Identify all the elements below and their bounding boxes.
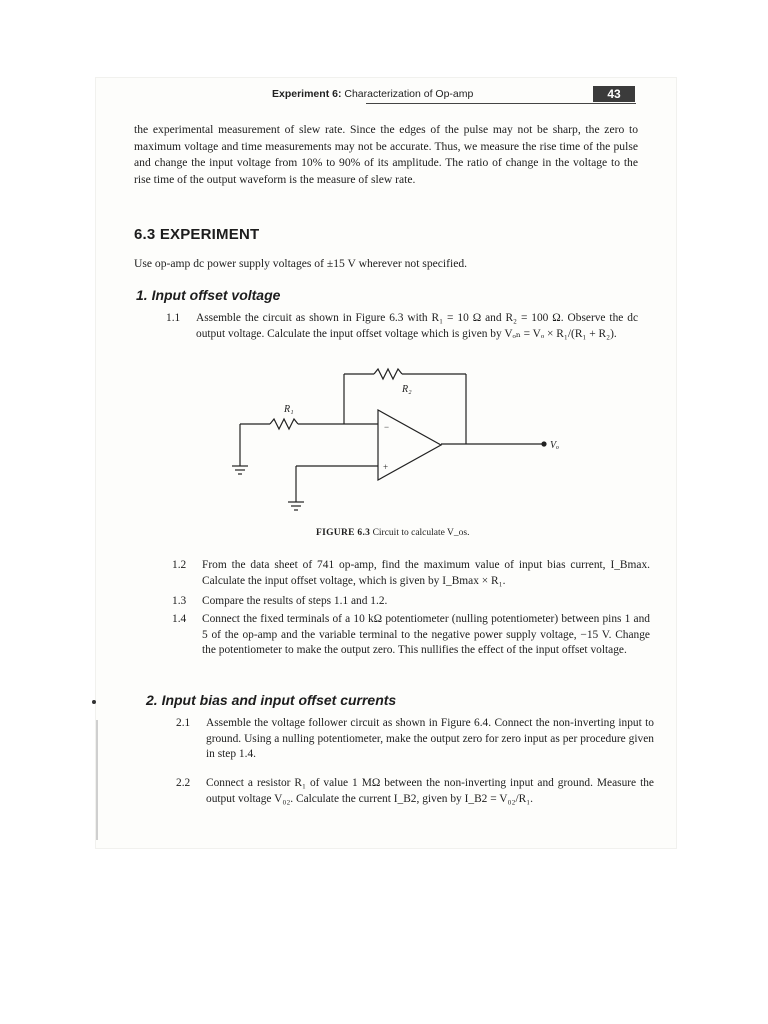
running-head-title: Characterization of Op-amp (344, 88, 474, 100)
r2-label: R₂ (402, 384, 412, 395)
figure-label: FIGURE 6.3 (316, 528, 371, 538)
step-number: 1.1 (166, 312, 181, 324)
step-text: Connect the fixed terminals of a 10 kΩ potentiometer (nulling potentiometer) between pins 1 and 5 of the op-amp and the variable terminal to the negative power supply voltage, −15 V. Change the potentiometer to make the output zero. This nullifies the effect of the input offset voltage. (202, 613, 650, 656)
section-heading: 6.3 EXPERIMENT (134, 226, 260, 243)
circuit-diagram (226, 362, 566, 522)
inverting-sign: − (384, 422, 390, 432)
intro-paragraph: the experimental measurement of slew rate. Since the edges of the pulse may not be sharp, the zero to maximum voltage and time measurements may not be accurate. Thus, we measure the rise time of the pulse and change the input voltage from 10% to 90% of its amplitude. The ratio of change in the voltage to the rise time of the output waveform is the measure of slew rate. (134, 123, 638, 186)
step-text: Assemble the circuit as shown in Figure 6.3 with R₁ = 10 Ω and R₂ = 100 Ω. Observe the dc output voltage. Calculate the input offset voltage which is given by Vₒₙ = Vₒ × R₁/(R₁ + R₂). (196, 312, 638, 340)
r1-label: R₁ (284, 404, 294, 415)
supply-note: Use op-amp dc power supply voltages of ±15 V wherever not specified. (134, 257, 468, 270)
step-number: 1.3 (172, 595, 187, 607)
margin-mark (92, 700, 96, 704)
non-inverting-sign: + (383, 462, 389, 472)
step-number: 1.2 (172, 559, 187, 571)
resistor-r1 (270, 419, 298, 429)
output-node (541, 441, 546, 446)
figure-caption-text: Circuit to calculate V_os. (372, 528, 470, 538)
step-text: Compare the results of steps 1.1 and 1.2. (202, 595, 388, 607)
step-text: From the data sheet of 741 op-amp, find the maximum value of input bias current, I_Bmax. Calculate the input offset voltage, which is given by I_Bmax × R₁. (202, 559, 650, 587)
resistor-r2 (374, 369, 402, 379)
vo-label: Vₒ (550, 440, 559, 451)
running-head-experiment: Experiment 6: (272, 88, 342, 100)
header-rule (366, 103, 636, 104)
page-edge-shadow (96, 720, 98, 840)
step-text: Connect a resistor R₁ of value 1 MΩ between the non-inverting input and ground. Measure the output voltage V₀₂. Calculate the current I_B2, given by I_B2 = V₀₂/R₁. (206, 777, 654, 805)
step-number: 1.4 (172, 613, 187, 625)
figure-caption (316, 528, 470, 538)
running-head (272, 88, 473, 100)
subheading-input-bias-currents: 2. Input bias and input offset currents (146, 692, 397, 708)
subheading-input-offset-voltage: 1. Input offset voltage (136, 287, 281, 303)
step-text: Assemble the voltage follower circuit as shown in Figure 6.4. Connect the non-inverting input to ground. Using a nulling potentiometer, make the output zero for zero input as per procedure given in step 1.4. (206, 717, 654, 760)
step-number: 2.2 (176, 777, 191, 789)
step-number: 2.1 (176, 717, 191, 729)
page-number: 43 (593, 86, 635, 102)
